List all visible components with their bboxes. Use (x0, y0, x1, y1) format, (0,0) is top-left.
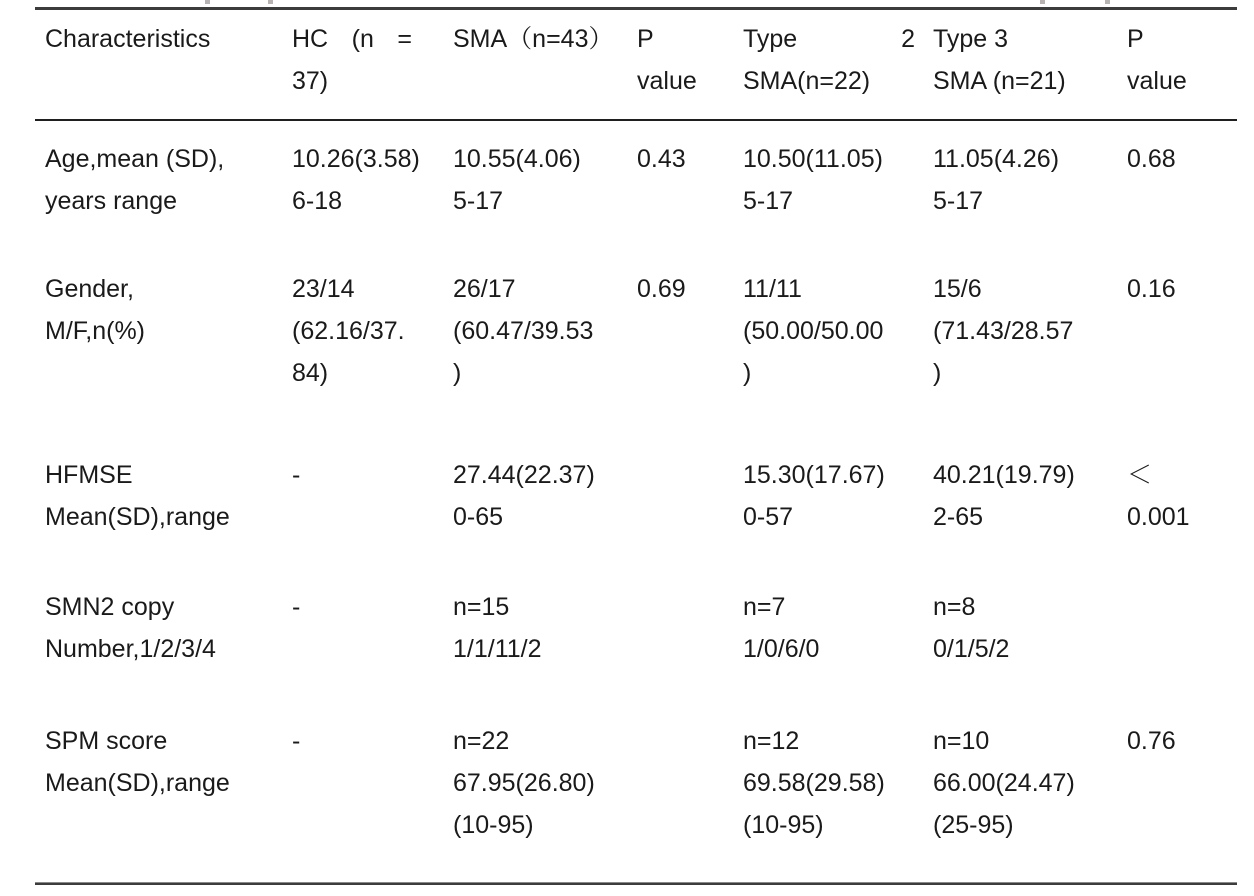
header-word: (n (351, 25, 374, 53)
cell-line: 0.16 (1127, 275, 1176, 303)
cell-line: value (1127, 67, 1187, 95)
header-justified-line (743, 18, 915, 60)
cell-line: 84) (292, 359, 329, 387)
cell-line: 0.68 (1127, 145, 1176, 173)
data-cell (1127, 720, 1225, 762)
cell-line: HFMSE (45, 461, 133, 489)
cell-line: 15.30(17.67) (743, 461, 885, 489)
data-cell (743, 720, 933, 846)
cell-line: SMA (n=21) (933, 67, 1066, 95)
column-header-2 (292, 18, 453, 102)
table-row (45, 454, 1254, 538)
cell-line: n=12 (743, 727, 800, 755)
cell-line: Age,mean (SD), (45, 145, 225, 173)
cropped-caption-remnant (1105, 0, 1110, 4)
data-cell (453, 720, 637, 846)
data-cell (292, 586, 453, 628)
cropped-caption-remnant (268, 0, 273, 4)
cell-line: 26/17 (453, 275, 516, 303)
cell-line: SMA（n=43） (453, 25, 614, 53)
cell-line: 10.26(3.58) (292, 145, 420, 173)
data-cell (743, 268, 933, 394)
cell-line: ) (933, 359, 942, 387)
table-row (45, 720, 1254, 846)
data-cell (453, 586, 637, 670)
cell-line: 0-57 (743, 503, 794, 531)
column-header-6 (933, 18, 1127, 102)
cell-line: (50.00/50.00 (743, 317, 884, 345)
cell-line: 0.43 (637, 145, 686, 173)
header-word: = (397, 25, 412, 53)
cell-line: - (292, 727, 301, 755)
data-cell (933, 720, 1127, 846)
cropped-caption-remnant (1040, 0, 1045, 4)
cell-line: n=10 (933, 727, 990, 755)
cell-line: 10.55(4.06) (453, 145, 581, 173)
row-label (45, 720, 292, 804)
cell-line: n=7 (743, 593, 786, 621)
cell-line: ) (743, 359, 752, 387)
cell-line: (10-95) (743, 811, 824, 839)
cell-line: 0/1/5/2 (933, 635, 1010, 663)
cell-line: value (637, 67, 697, 95)
table-header (45, 18, 1254, 102)
cell-line: SPM score (45, 727, 168, 755)
cell-line: 40.21(19.79) (933, 461, 1075, 489)
data-cell (453, 268, 637, 394)
cell-line: 67.95(26.80) (453, 769, 595, 797)
column-header-1 (45, 18, 292, 60)
column-header-4 (637, 18, 743, 102)
cell-line: Type 3 (933, 25, 1009, 53)
cell-line: 5-17 (933, 187, 984, 215)
cell-line: - (292, 593, 301, 621)
cell-line: (60.47/39.53 (453, 317, 594, 345)
data-cell (743, 454, 933, 538)
cell-line: (25-95) (933, 811, 1014, 839)
cell-line: Number,1/2/3/4 (45, 635, 216, 663)
header-justified-line (292, 18, 412, 60)
table-header-rule (35, 119, 1237, 121)
cell-line: n=22 (453, 727, 510, 755)
cell-line: 15/6 (933, 275, 982, 303)
data-cell (453, 454, 637, 538)
table-body (45, 138, 1254, 846)
data-cell (933, 586, 1127, 670)
cell-line: years range (45, 187, 178, 215)
cell-line: (62.16/37. (292, 317, 405, 345)
header-word: Type (743, 25, 798, 53)
row-label (45, 268, 292, 352)
cell-line: 37) (292, 67, 329, 95)
cell-line: (71.43/28.57 (933, 317, 1074, 345)
table-row (45, 138, 1254, 222)
cell-line: 27.44(22.37) (453, 461, 595, 489)
data-cell (292, 138, 453, 222)
data-cell (933, 454, 1127, 538)
cell-line: M/F,n(%) (45, 317, 145, 345)
cell-line: 5-17 (743, 187, 794, 215)
cell-line: 11/11 (743, 275, 802, 303)
cell-line: 69.58(29.58) (743, 769, 885, 797)
data-cell (292, 454, 453, 496)
cell-line: 5-17 (453, 187, 504, 215)
cell-line: 2-65 (933, 503, 984, 531)
table-bottom-rule (35, 882, 1237, 885)
row-label (45, 586, 292, 670)
cell-line: 0.001 (1127, 503, 1190, 531)
cell-line: 66.00(24.47) (933, 769, 1075, 797)
header-word: HC (292, 25, 329, 53)
cell-line: P (637, 25, 654, 53)
data-cell (933, 268, 1127, 394)
cell-line: - (292, 461, 301, 489)
data-cell (1127, 268, 1225, 310)
header-word: 2 (901, 25, 915, 53)
table-row (45, 268, 1254, 394)
cell-line: 1/0/6/0 (743, 635, 820, 663)
cell-line: Mean(SD),range (45, 503, 230, 531)
cell-line: Mean(SD),range (45, 769, 230, 797)
data-cell (743, 138, 933, 222)
data-cell (292, 720, 453, 762)
data-cell (637, 268, 743, 310)
cell-line: 0.69 (637, 275, 686, 303)
cell-line: n=15 (453, 593, 510, 621)
table-row (45, 586, 1254, 670)
cell-line: SMN2 copy (45, 593, 175, 621)
cell-line: 10.50(11.05) (743, 145, 883, 173)
cell-line: ) (453, 359, 462, 387)
cell-line: 6-18 (292, 187, 343, 215)
cell-line: Characteristics (45, 25, 211, 53)
table-top-rule (35, 7, 1237, 10)
cell-line: P (1127, 25, 1144, 53)
cell-line: 0-65 (453, 503, 504, 531)
row-label (45, 454, 292, 538)
cell-line: SMA(n=22) (743, 67, 871, 95)
cell-line: 23/14 (292, 275, 355, 303)
column-header-3 (453, 18, 637, 60)
data-cell (743, 586, 933, 670)
data-cell (1127, 454, 1225, 538)
cell-line: 11.05(4.26) (933, 145, 1060, 173)
cell-line: (10-95) (453, 811, 534, 839)
row-label (45, 138, 292, 222)
column-header-5 (743, 18, 933, 102)
data-cell (933, 138, 1127, 222)
cell-line: 1/1/11/2 (453, 635, 542, 663)
data-cell (1127, 138, 1225, 180)
data-cell (453, 138, 637, 222)
column-header-7 (1127, 18, 1225, 102)
data-cell (292, 268, 453, 394)
cell-line: ＜ (1127, 461, 1153, 489)
cell-line: n=8 (933, 593, 976, 621)
cell-line: 0.76 (1127, 727, 1176, 755)
data-cell (637, 138, 743, 180)
cropped-caption-remnant (205, 0, 210, 4)
cell-line: Gender, (45, 275, 134, 303)
